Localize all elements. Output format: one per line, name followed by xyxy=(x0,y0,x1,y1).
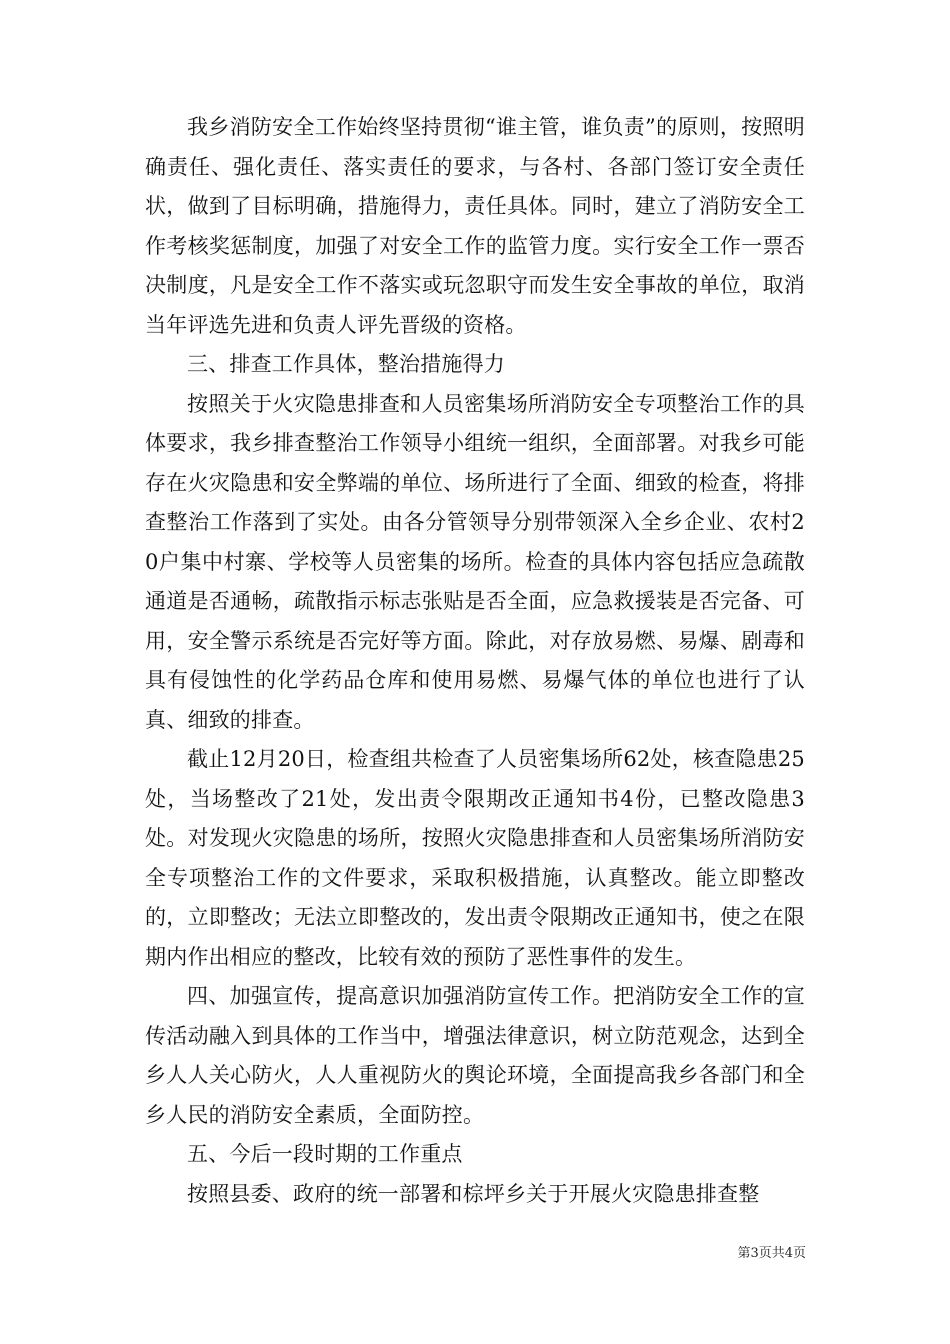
paragraph-inspection-results: 截止12月20日，检查组共检查了人员密集场所62处，核查隐患25处，当场整改了21处，发出责令限期改正通知书4份，已整改隐患3处。对发现火灾隐患的场所，按照火灾隐患排查和人员密集场所消防安全专项整治工作的文件要求，采取积极措施，认真整改。能立即整改的，立即整改；无法立即整改的，发出责令限期改正通知书，使之在限期内作出相应的整改，比较有效的预防了恶性事件的发生。 xyxy=(145,747,805,969)
section-heading-3: 三、排查工作具体，整治措施得力 xyxy=(187,352,505,376)
paragraph-responsibility: 我乡消防安全工作始终坚持贯彻“谁主管，谁负责”的原则，按照明确责任、强化责任、落实责任的要求，与各村、各部门签订安全责任状，做到了目标明确，措施得力，责任具体。同时，建立了消防安全工作考核奖惩制度，加强了对安全工作的监管力度。实行安全工作一票否决制度，凡是安全工作不落实或玩忽职守而发生安全事故的单位，取消当年评选先进和负责人评先晋级的资格。 xyxy=(145,115,805,337)
document-body xyxy=(145,108,805,1214)
paragraph-future-work: 按照县委、政府的统一部署和棕坪乡关于开展火灾隐患排查整 xyxy=(187,1181,760,1206)
paragraph-publicity: 四、加强宣传，提高意识加强消防宣传工作。把消防安全工作的宣传活动融入到具体的工作当中，增强法律意识，树立防范观念，达到全乡人人关心防火，人人重视防火的舆论环境，全面提高我乡各部门和全乡人民的消防安全素质，全面防控。 xyxy=(145,984,805,1127)
section-heading-5: 五、今后一段时期的工作重点 xyxy=(187,1142,463,1166)
paragraph-inspection: 按照关于火灾隐患排查和人员密集场所消防安全专项整治工作的具体要求，我乡排查整治工作领导小组统一组织，全面部署。对我乡可能存在火灾隐患和安全弊端的单位、场所进行了全面、细致的检查，将排查整治工作落到了实处。由各分管领导分别带领深入全乡企业、农村20户集中村寨、学校等人员密集的场所。检查的具体内容包括应急疏散通道是否通畅，疏散指示标志张贴是否全面，应急救援装是否完备、可用，安全警示系统是否完好等方面。除此，对存放易燃、易爆、剧毒和具有侵蚀性的化学药品仓库和使用易燃、易爆气体的单位也进行了认真、细致的排查。 xyxy=(145,391,805,732)
page-number: 第3页共4页 xyxy=(737,1246,806,1261)
